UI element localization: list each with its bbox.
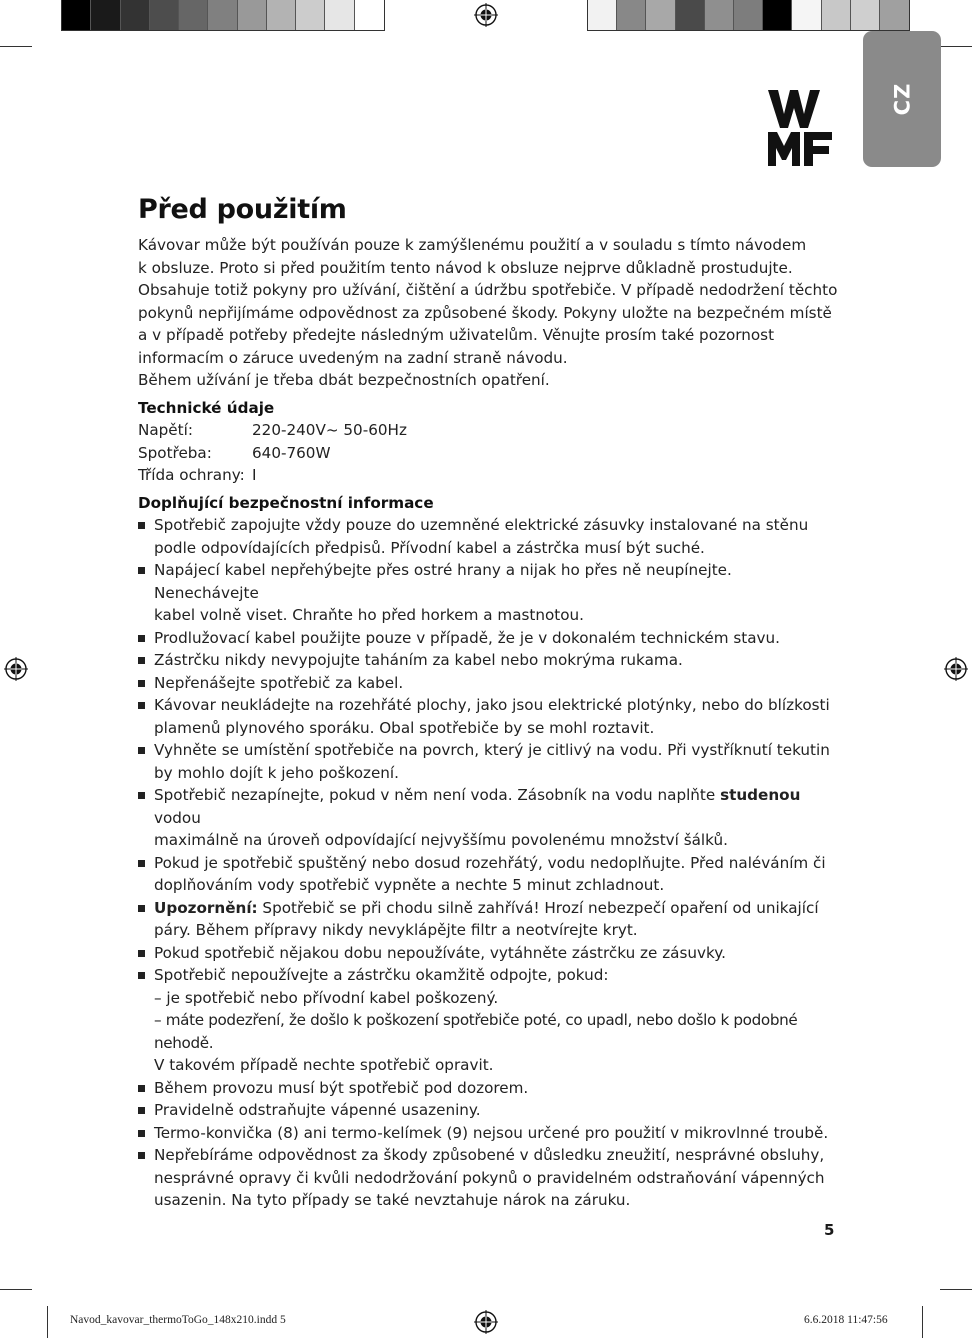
item-line: páry. Během přípravy nikdy nevyklápějte filtr a neotvírejte kryt. [154,921,638,939]
spec-row [138,464,838,487]
footer-file-name: Navod_kavovar_thermoToGo_148x210.indd 5 [70,1314,286,1326]
language-tab-label: CZ [889,82,914,116]
intro-paragraph [138,234,838,392]
color-control-bar-right [587,0,910,31]
item-line: – je spotřebič nebo přívodní kabel poškozený. [154,988,499,1007]
warning-label: Upozornění: [154,898,258,917]
list-item [138,964,838,1077]
crop-mark [0,1289,32,1290]
spec-value: I [252,466,257,484]
emphasis-text: studenou [720,786,801,804]
list-item [138,784,838,852]
item-line: V takovém případě nechte spotřebič opravit. [154,1056,494,1074]
safety-heading: Doplňující bezpečnostní informace [138,493,434,512]
item-line: Během provozu musí být spotřebič pod dozorem. [154,1078,529,1097]
spec-value: 220-240V~ 50-60Hz [252,421,407,439]
item-line: Vyhněte se umístění spotřebiče na povrch, který je citlivý na vodu. Při vystříknutí tekutin [154,741,830,759]
color-swatch [267,0,296,30]
color-swatch [822,0,851,30]
item-line: Napájecí kabel nepřehýbejte přes ostré hrany a nijak ho přes ně neupínejte. Nenechávejte [154,561,732,602]
color-swatch [851,0,880,30]
list-item [138,559,838,627]
list-item [138,897,838,942]
color-swatch [238,0,267,30]
crop-mark [922,1306,923,1338]
tech-heading: Technické údaje [138,398,275,417]
list-item [138,942,838,965]
color-swatch [325,0,354,30]
item-line: doplňováním vody spotřebič vypněte a nechte 5 minut zchladnout. [154,876,665,894]
intro-line: pokynů nepřijímáme odpovědnost za způsobené škody. Pokyny uložte na bezpečném místě [138,303,832,322]
color-swatch [588,0,617,30]
item-line: podle odpovídajících předpisů. Přívodní kabel a zástrčka musí být suché. [154,538,705,557]
item-text: vodou [154,808,201,827]
item-line [154,784,838,829]
tech-specs [138,419,838,487]
list-item [138,627,838,650]
registration-mark-icon [4,657,28,681]
intro-line: informacím o záruce uvedeným na zadní straně návodu. [138,348,568,367]
list-item [138,1077,838,1100]
spec-row [138,419,838,442]
safety-list [138,514,838,1212]
list-item [138,1144,838,1212]
item-line: Kávovar neukládejte na rozehřáté plochy, jako jsou elektrické plotýnky, nebo do blízkosti [154,696,830,714]
list-item [138,1122,838,1145]
registration-mark-icon [474,3,498,27]
crop-mark [0,46,32,47]
item-line: maximálně na úroveň odpovídající nejvyššímu povolenému množství šálků. [154,831,728,849]
color-swatch [705,0,734,30]
item-line: Pokud spotřebič nějakou dobu nepoužíváte, vytáhněte zástrčku ze zásuvky. [154,943,726,962]
item-line: Pokud je spotřebič spuštěný nebo dosud rozehřátý, vodu nedoplňujte. Před naléváním či [154,853,826,872]
list-item [138,852,838,897]
intro-line: k obsluze. Proto si před použitím tento návod k obsluze nejprve důkladně prostudujte. [138,258,793,277]
color-swatch [179,0,208,30]
registration-mark-icon [474,1310,498,1334]
spec-row [138,442,838,465]
item-line: Spotřebič zapojujte vždy pouze do uzemněné elektrické zásuvky instalované na stěnu [154,516,809,534]
spec-label: Napětí: [138,421,193,439]
intro-line: a v případě potřeby předejte následným uživatelům. Věnujte prosím také pozornost [138,326,775,344]
color-swatch [617,0,646,30]
item-line: Nepřenášejte spotřebič za kabel. [154,673,404,692]
intro-line: Kávovar může být používán pouze k zamýšlenému použití a v souladu s tímto návodem [138,236,807,254]
intro-line: Obsahuje totiž pokyny pro užívání, čištění a údržbu spotřebiče. V případě nedodržení těchto [138,281,838,299]
color-swatch [296,0,325,30]
color-swatch [121,0,150,30]
item-line: Pravidelně odstraňujte vápenné usazeniny. [154,1101,481,1119]
spec-value: 640-760W [252,443,331,462]
color-swatch [880,0,909,30]
item-text: Spotřebič se při chodu silně zahřívá! Hrozí nebezpečí opaření od unikající [257,898,819,917]
item-line: plamenů plynového sporáku. Obal spotřebiče by se mohl roztavit. [154,718,655,737]
color-swatch [734,0,763,30]
item-line: by mohlo dojít k jeho poškození. [154,763,399,782]
color-swatch [208,0,237,30]
list-item [138,1099,838,1122]
item-line: Zástrčku nikdy nevypojujte taháním za kabel nebo mokrýma rukama. [154,651,683,669]
crop-mark [940,46,972,47]
color-swatch [62,0,91,30]
spec-label: Třída ochrany: [138,466,245,484]
list-item [138,694,838,739]
page-number: 5 [824,1221,835,1239]
item-line: Termo-konvička (8) ani termo-kelímek (9) nejsou určené pro použití v mikrovlnné troubě. [154,1123,829,1142]
main-content [138,190,838,1212]
item-line [154,897,838,920]
wmf-logo-icon [768,88,832,168]
spec-label: Spotřeba: [138,443,212,462]
page-title: Před použitím [138,194,347,225]
crop-mark [940,1289,972,1290]
color-swatch [676,0,705,30]
registration-mark-icon [944,657,968,681]
item-line: Prodlužovací kabel použijte pouze v případě, že je v dokonalém technickém stavu. [154,628,780,647]
list-item [138,672,838,695]
item-line: usazenin. Na tyto případy se také nevztahuje nárok na záruku. [154,1191,631,1209]
color-swatch [763,0,792,30]
color-control-bar-left [61,0,385,31]
item-line: nesprávné opravy či kvůli nedodržování pokynů o pravidelném odstraňování vápenných [154,1168,825,1187]
list-item [138,739,838,784]
language-tab [863,31,941,167]
list-item [138,649,838,672]
color-swatch [355,0,384,30]
item-line: kabel volně viset. Chraňte ho před horkem a mastnotou. [154,606,584,624]
item-text: Spotřebič nezapínejte, pokud v něm není voda. Zásobník na vodu naplňte [154,786,721,804]
crop-mark [47,1306,48,1338]
list-item [138,514,838,559]
item-line: – máte podezření, že došlo k poškození spotřebiče poté, co upadl, nebo došlo k podobné nehodě. [154,1011,798,1052]
color-swatch [91,0,120,30]
intro-line: Během užívání je třeba dbát bezpečnostních opatření. [138,371,550,389]
footer-timestamp: 6.6.2018 11:47:56 [804,1314,888,1326]
color-swatch [792,0,821,30]
color-swatch [646,0,675,30]
item-line: Nepřebíráme odpovědnost za škody způsobené v důsledku zneužití, nesprávné obsluhy, [154,1146,825,1164]
color-swatch [150,0,179,30]
item-line: Spotřebič nepoužívejte a zástrčku okamžitě odpojte, pokud: [154,966,609,984]
